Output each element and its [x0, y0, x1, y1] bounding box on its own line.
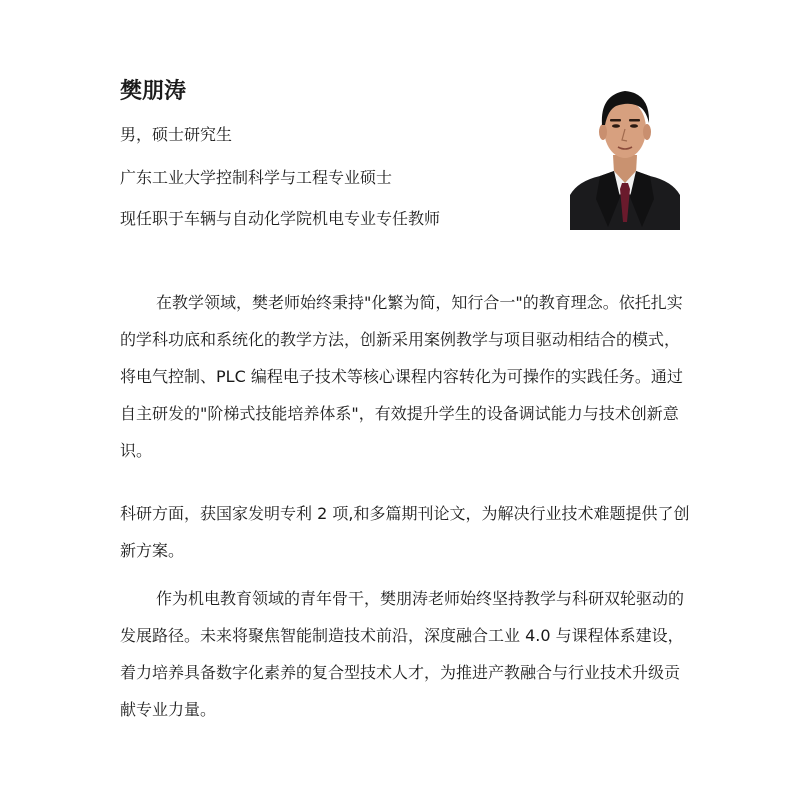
- future-paragraph: 作为机电教育领域的青年骨干，樊朋涛老师始终坚持教学与科研双轮驱动的发展路径。未来将聚焦智能制造技术前沿，深度融合工业 4.0 与课程体系建设，着力培养具备数字化素养的复合型技术人才，为推进产教融合与行业技术升级贡献专业力量。: [120, 589, 685, 719]
- gender-degree: 男，硕士研究生: [120, 125, 233, 144]
- research-paragraph: 科研方面，获国家发明专利 2 项,和多篇期刊论文，为解决行业技术难题提供了创新方案。: [120, 504, 690, 560]
- current-position: 现任职于车辆与自动化学院机电专业专任教师: [120, 209, 441, 228]
- education-background: 广东工业大学控制科学与工程专业硕士: [120, 168, 393, 187]
- teaching-paragraph: 在教学领域，樊老师始终秉持"化繁为简，知行合一"的教育理念。依托扎实的学科功底和系统化的教学方法，创新采用案例教学与项目驱动相结合的模式，将电气控制、PLC 编程电子技术等核心课程内容转化为可操作的实践任务。通过自主研发的"阶梯式技能培养体系"，有效提升学生的设备调试能力与技术创新意识。: [120, 293, 683, 460]
- teacher-name: 樊朋涛: [120, 79, 187, 104]
- profile-photo: [570, 77, 680, 230]
